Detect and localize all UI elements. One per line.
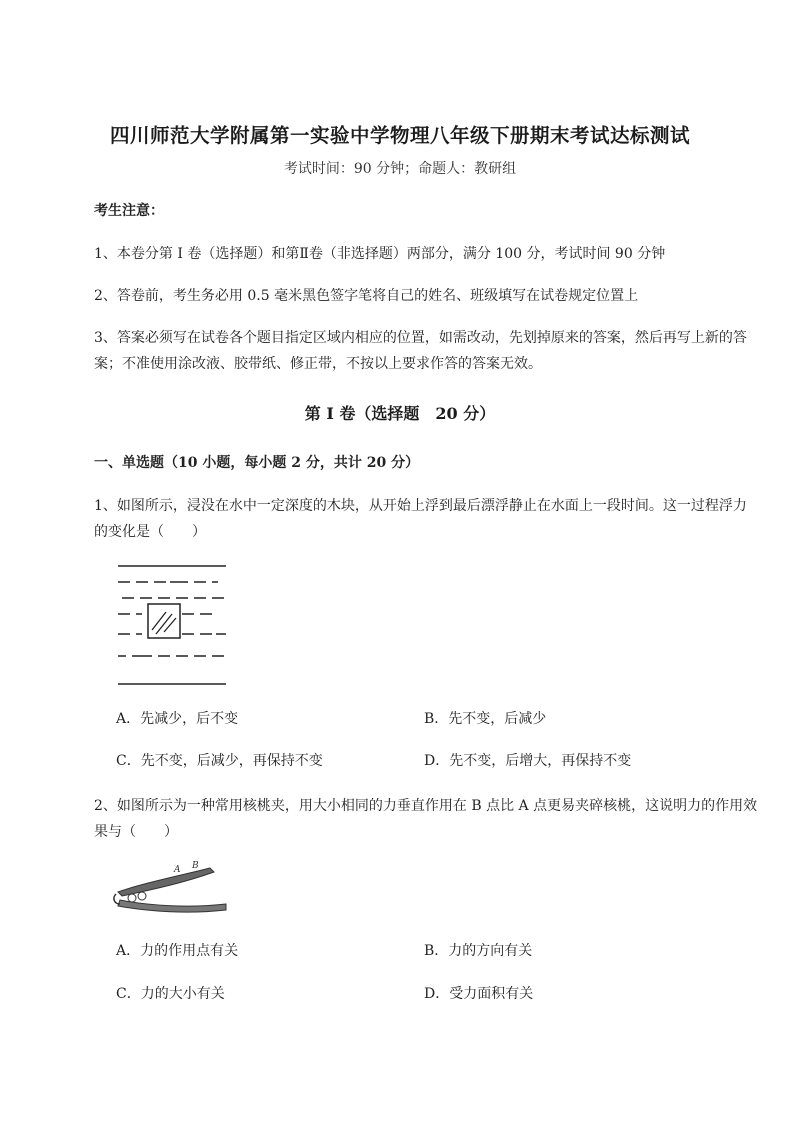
q2-option-d[interactable]: D．受力面积有关 (424, 986, 534, 1002)
q1-option-b[interactable]: B．先不变，后减少 (424, 711, 547, 727)
notice-item-1: 1、本卷分第 I 卷（选择题）和第Ⅱ卷（非选择题）两部分，满分 100 分，考试时间 90 分钟 (94, 246, 666, 262)
notice-item-2: 2、答卷前，考生务必用 0.5 毫米黑色签字笔将自己的姓名、班级填写在试卷规定位置上 (94, 288, 639, 304)
notice-item-3: 3、答案必须写在试卷各个题目指定区域内相应的位置，如需改动，先划掉原来的答案，然后再写上新的答案；不准使用涂改液、胶带纸、修正带，不按以上要求作答的答案无效。 (94, 330, 747, 372)
exam-subtitle: 考试时间：90 分钟；命题人：教研组 (283, 161, 517, 177)
water-block-figure (112, 560, 232, 690)
point-b-label: B (192, 861, 199, 871)
q2-option-a[interactable]: A．力的作用点有关 (116, 943, 239, 959)
q1-option-c[interactable]: C．先不变，后减少，再保持不变 (116, 753, 323, 769)
part-heading: 一、单选题（10 小题，每小题 2 分，共计 20 分） (94, 455, 420, 471)
notice-heading: 考生注意： (94, 203, 164, 219)
wooden-block (148, 604, 180, 638)
q2-option-b[interactable]: B．力的方向有关 (424, 943, 533, 959)
section-title: 第 I 卷（选择题 20 分） (304, 404, 496, 423)
nutcracker-figure (110, 858, 236, 918)
point-a-label: A (174, 865, 181, 875)
q1-option-a[interactable]: A．先减少，后不变 (116, 711, 239, 727)
q2-option-c[interactable]: C．力的大小有关 (116, 986, 225, 1002)
q1-option-d[interactable]: D．先不变，后增大，再保持不变 (424, 753, 632, 769)
question-1-stem: 1、如图所示，浸没在水中一定深度的木块，从开始上浮到最后漂浮静止在水面上一段时间。这一过程浮力的变化是（ ） (94, 498, 747, 540)
question-2-stem: 2、如图所示为一种常用核桃夹，用大小相同的力垂直作用在 B 点比 A 点更易夹碎核桃，这说明力的作用效果与（ ） (94, 798, 758, 840)
exam-title: 四川师范大学附属第一实验中学物理八年级下册期末考试达标测试 (109, 124, 690, 147)
